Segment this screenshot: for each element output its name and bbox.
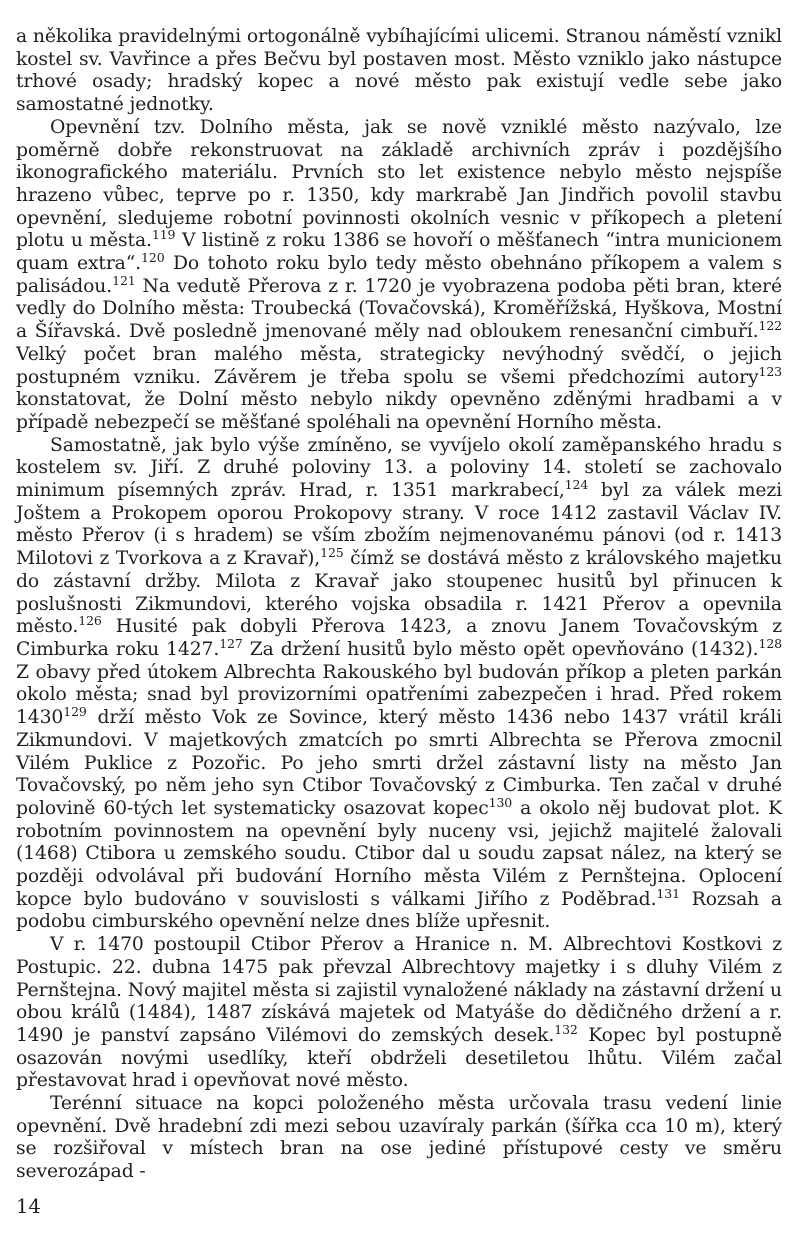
footnote-ref[interactable]: 122 [758,318,782,334]
text-run: čímž se dostává město z královského majetku do zástavní držby. Milota z Kravař jako stoupenec husitů byl přinucen k poslušnosti Zikmundovi, kterého vojska obsadila r. 1421 Přerov a opevnila město. [16,548,782,638]
footnote-ref[interactable]: 125 [320,545,344,561]
text-run: Do tohoto roku bylo tedy město obehnáno příkopem a valem s palisádou. [16,253,782,297]
footnote-ref[interactable]: 120 [141,250,165,266]
paragraph-3 [16,435,782,934]
text-run: a okolo něj budovat plot. K robotním povinnostem na opevnění byly nuceny vsi, jejichž majitelé žalovali (1468) Ctibora u zemského soudu. Ctibor dal u soudu zapsat nález, na který se později odvolával při budování Horního města Vilém z Pernštejna. Oplocení kopce bylo budováno v souvislosti s válkami Jiřího z Poděbrad. [16,797,782,910]
footnote-ref[interactable]: 128 [758,636,783,652]
footnote-ref[interactable]: 130 [488,795,513,811]
footnote-ref[interactable]: 132 [554,1022,578,1038]
footnote-ref[interactable]: 124 [564,477,589,493]
text-run: byl za válek mezi Joštem a Prokopem oporou Prokopovy strany. V roce 1412 zastavil Václav IV. město Přerov (i s hradem) se vším zbožím nejmenovanému pánovi (od r. 1413 Milotovi z Tvorkova a z Kravař), [16,480,782,570]
paragraph-5 [16,1093,782,1184]
footnote-ref[interactable]: 121 [112,272,136,288]
text-run: Na vedutě Přerova z r. 1720 je vyobrazena podoba pěti bran, které vedly do Dolního města: Troubecká (Tovačovská), Kroměřížská, Hyškova, Mostní a Šířavská. Dvě posledně jmenované měly nad obloukem renesanční cimbuří. [16,275,782,343]
paragraph-4 [16,934,782,1093]
text-run: Samostatně, jak bylo výše zmíněno, se vyvíjelo okolí zaměpanského hradu s kostelem sv. Jiří. Z druhé poloviny 13. a poloviny 14. století se zachovalo minimum písemných zpráv. Hrad, r. 1351 markrabecí, [16,434,782,502]
paragraph-1 [16,26,782,117]
text-run: Velký počet bran malého města, strategicky nevýhodný svědčí, o jejich postupném vzniku. Závěrem je třeba spolu se všemi předchozími autory [16,343,782,388]
text-run: Kopec byl postupně osazován novými usedlíky, kteří obdrželi desetiletou lhůtu. Vilém začal přestavovat hrad i opevňovat nové město. [16,1024,782,1092]
text-run: Husité pak dobyli Přerova 1423, a znovu Janem Tovačovským z Cimburka roku 1427. [16,616,782,660]
text-run: V listině z roku 1386 se hovoří o měšťanech “intra municionem quam extra“. [16,230,782,275]
text-run: a několika pravidelnými ortogonálně vybíhajícími ulicemi. Stranou náměstí vznikl kostel sv. Vavřince a přes Bečvu byl postaven most. Město vzniklo jako nástupce trhové osady; hradský kopec a nové město pak existují vedle sebe jako samostatné jednotky. [16,26,782,116]
text-run: Terénní situace na kopci položeného města určovala trasu vedení linie opevnění. Dvě hradební zdi mezi sebou uzavíraly parkán (šířka cca 10 m), který se rozšiřoval v místech bran na ose jediné přístupové cesty ve směru severozápad - [16,1093,782,1183]
text-run: Rozsah a podobu cimburského opevnění nelze dnes blíže upřesnit. [16,888,782,933]
footnote-ref[interactable]: 123 [758,363,782,379]
footnote-ref[interactable]: 119 [151,227,176,243]
body-text [16,26,782,1184]
text-run: drží město Vok ze Sovince, který město 1436 nebo 1437 vrátil králi Zikmundovi. V majetkových zmatcích po smrti Albrechta se Přerova zmocnil Vilém Puklice z Pozořic. Po jeho smrti držel zástavní listy na město Jan Tovačovský, po něm jeho syn Ctibor Tovačovský z Cimburka. Ten začal v druhé polovině 60-tých let systematicky osazovat kopec [16,707,782,819]
text-run: konstatovat, že Dolní město nebylo nikdy opevněno zděnými hradbami a v případě nebezpečí se měšťané spoléhali na opevnění Horního města. [16,389,782,433]
paragraph-2 [16,117,782,435]
footnote-ref[interactable]: 131 [656,885,680,901]
text-run: Z obavy před útokem Albrechta Rakouského byl budován příkop a pleten parkán okolo města; snad byl provizorními opatřeními zabezpečen i hrad. Před rokem 1430 [16,661,782,729]
text-run: Opevnění tzv. Dolního města, jak se nově vzniklé město nazývalo, lze poměrně dobře rekonstruovat na základě archivních zpráv i pozdějšího ikonografického materiálu. Prvních sto let existence nebylo město nejspíše hrazeno vůbec, teprve po r. 1350, kdy markrabě Jan Jindřich povolil stavbu opevnění, sledujeme robotní povinnosti okolních vesnic v příkopech a pletení plotu u města. [16,116,782,252]
text-run: Za držení husitů bylo město opět opevňováno (1432). [242,638,759,660]
page-number: 14 [16,1195,41,1218]
footnote-ref[interactable]: 126 [78,613,102,629]
text-run: V r. 1470 postoupil Ctibor Přerov a Hranice n. M. Albrechtovi Kostkovi z Postupic. 22. dubna 1475 pak převzal Albrechtovy majetky i s dluhy Vilém z Pernštejna. Nový majitel města si zajistil vynaložené náklady na zástavní držení u obou králů (1484), 1487 získává majetek od Matyáše do dědičného držení a r. 1490 je panství zapsáno Vilémovi do zemských desek. [16,934,782,1046]
footnote-ref[interactable]: 127 [219,636,243,652]
footnote-ref[interactable]: 129 [63,704,87,720]
